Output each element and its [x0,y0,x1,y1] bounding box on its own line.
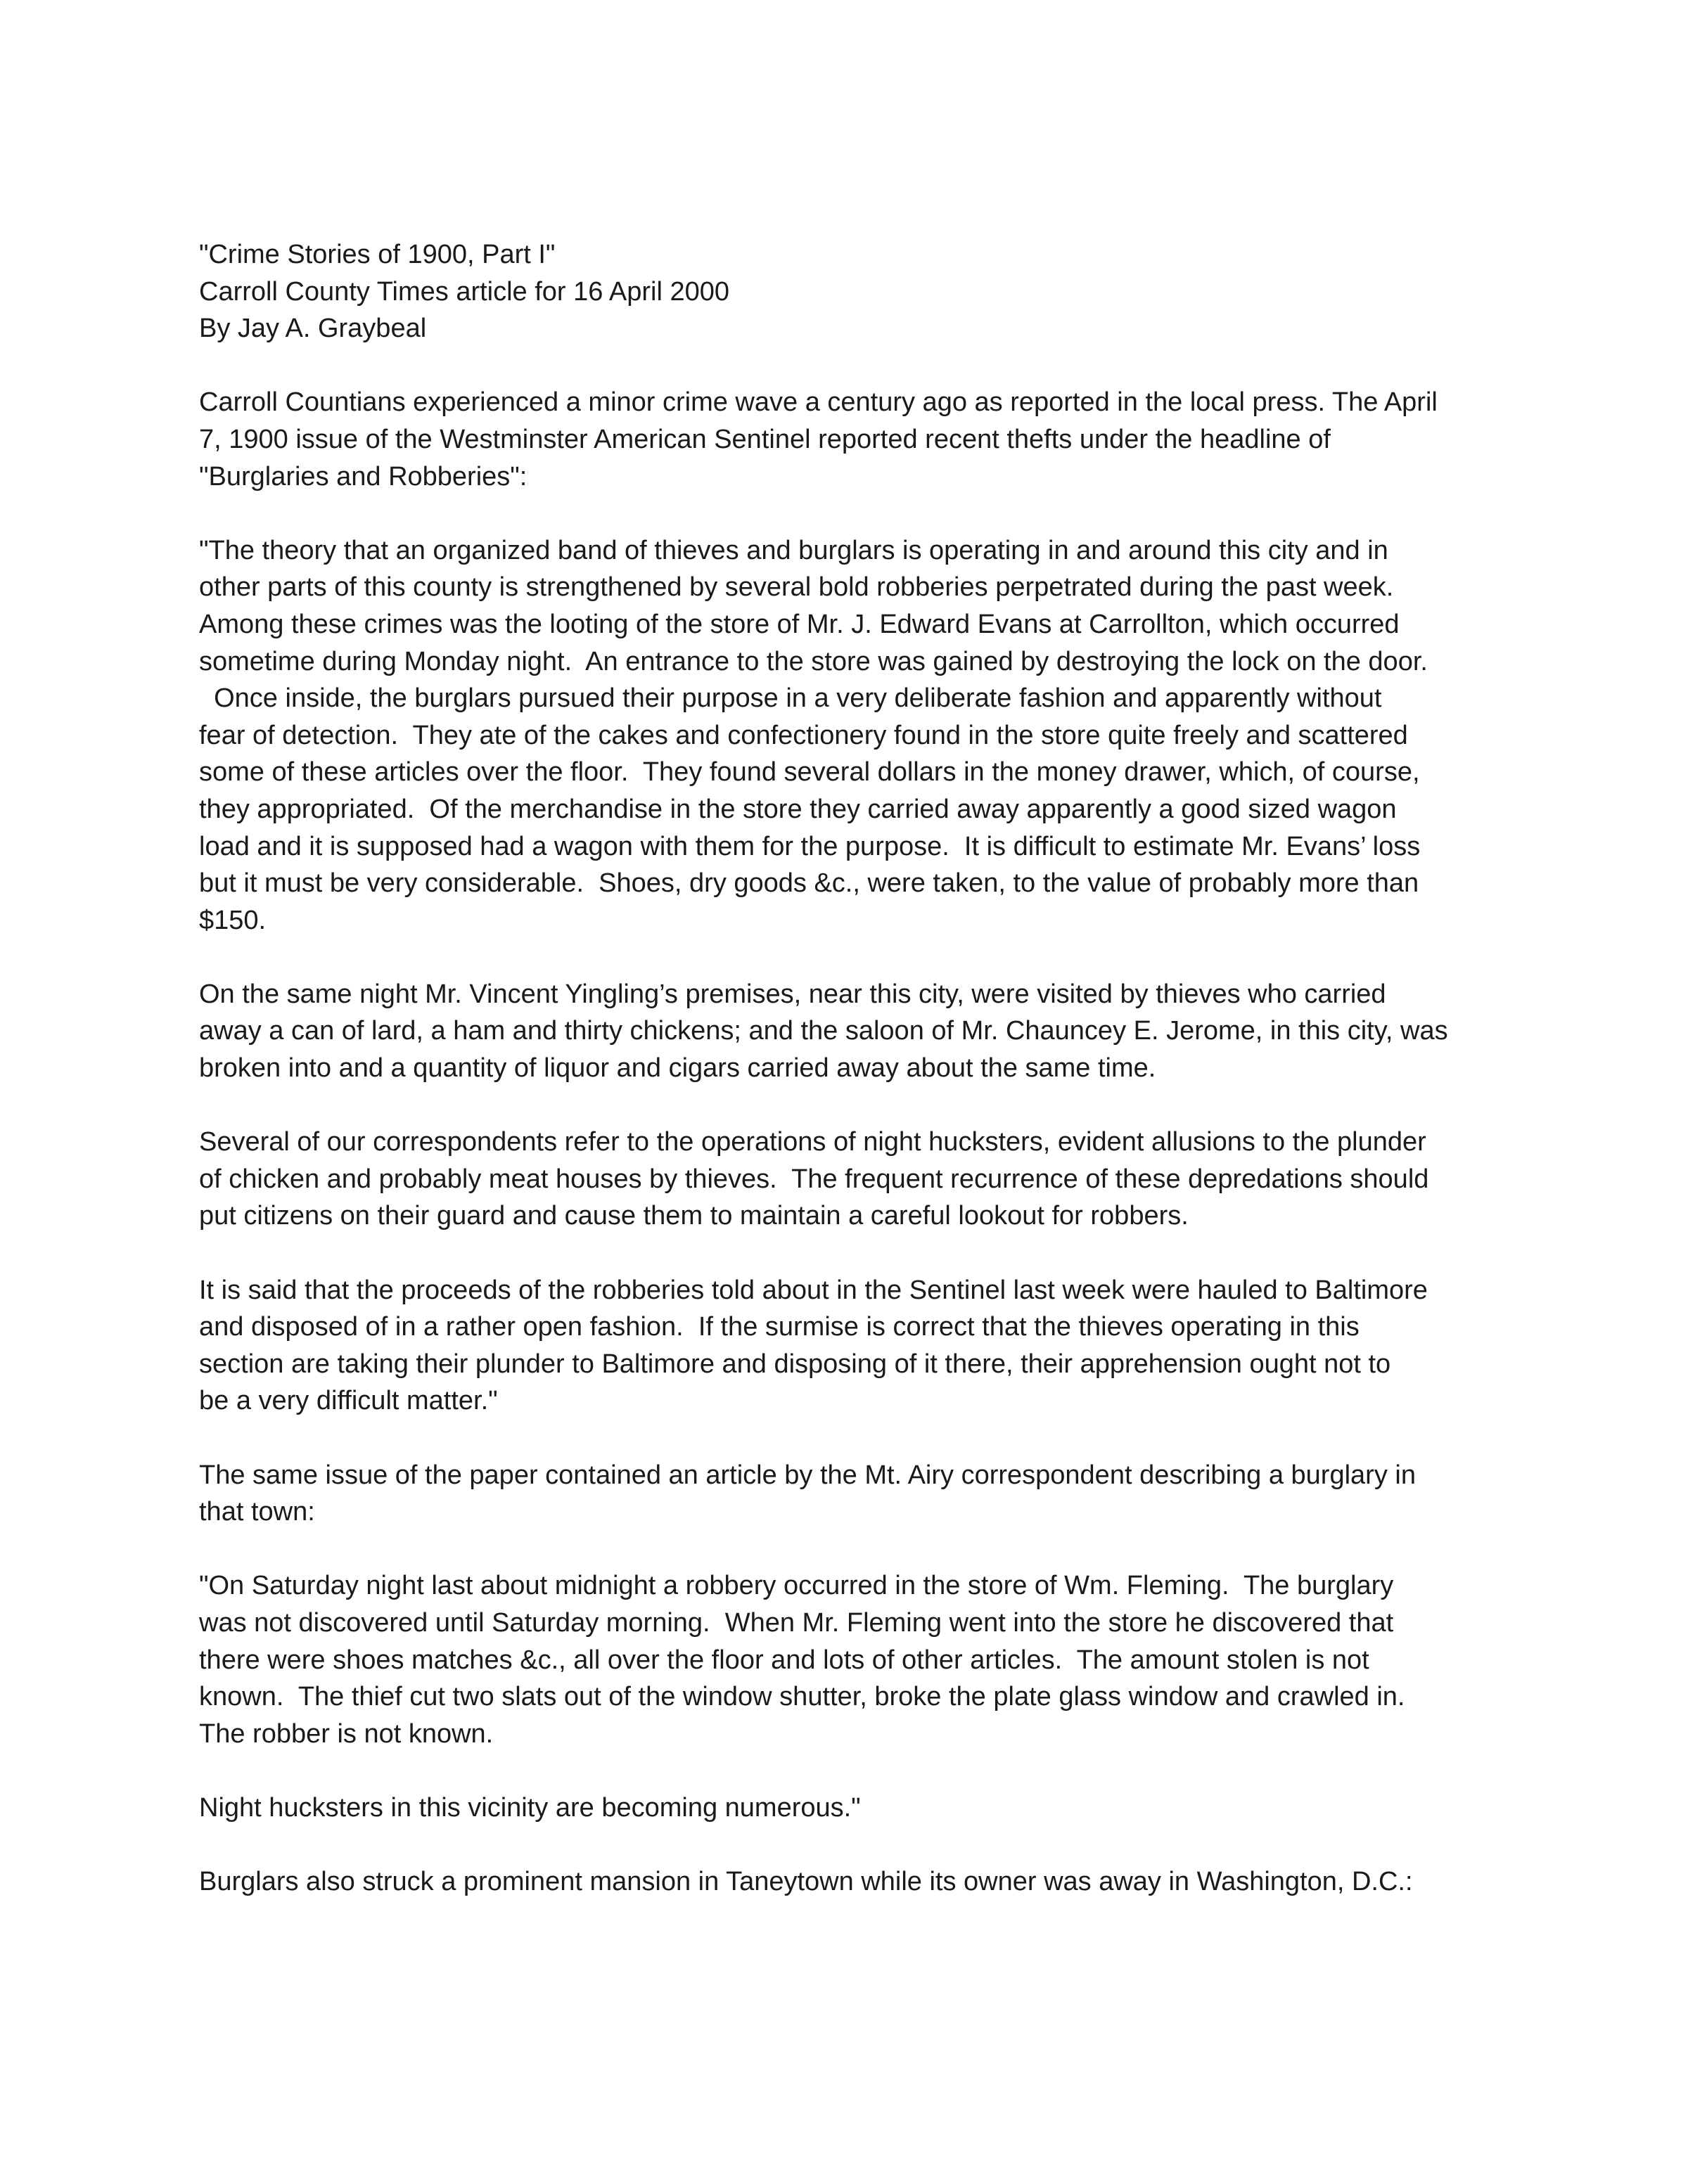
paragraph [199,1567,1507,1752]
paragraph-spacer [199,347,1507,385]
text-line: It is said that the proceeds of the robberies told about in the Sentinel last week were hauled to Baltimore [199,1275,1428,1305]
text-line: they appropriated. Of the merchandise in the store they carried away apparently a good sized wagon [199,794,1397,824]
paragraph-spacer [199,1531,1507,1568]
text-line: Once inside, the burglars pursued their purpose in a very deliberate fashion and apparently without [199,683,1382,714]
text-line: Carroll Countians experienced a minor crime wave a century ago as reported in the local press. The April [199,387,1438,418]
text-line: other parts of this county is strengthened by several bold robberies perpetrated during the past week. [199,572,1394,603]
paragraph [199,384,1507,495]
paragraph [199,532,1507,939]
paragraph [199,1272,1507,1420]
text-line: some of these articles over the floor. They found several dollars in the money drawer, which, of course, [199,757,1420,788]
text-line: away a can of lard, a ham and thirty chickens; and the saloon of Mr. Chauncey E. Jerome, in this city, was [199,1016,1448,1046]
text-line: broken into and a quantity of liquor and cigars carried away about the same time. [199,1053,1156,1084]
text-line: The same issue of the paper contained an article by the Mt. Airy correspondent describing a burglary in [199,1460,1416,1490]
text-line: there were shoes matches &c., all over the floor and lots of other articles. The amount stolen is not [199,1645,1369,1675]
text-line: sometime during Monday night. An entrance to the store was gained by destroying the lock on the door. [199,646,1428,676]
paragraph [199,1790,1507,1827]
text-line: 7, 1900 issue of the Westminster American Sentinel reported recent thefts under the headline of [199,424,1331,454]
text-line: and disposed of in a rather open fashion. If the surmise is correct that the thieves operating in this [199,1312,1360,1342]
article-paragraphs [199,347,1507,1901]
text-line: "The theory that an organized band of thieves and burglars is operating in and around this city and in [199,535,1388,565]
text-line: fear of detection. They ate of the cakes and confectionery found in the store quite freely and scattered [199,720,1408,750]
text-line: was not discovered until Saturday morning. When Mr. Fleming went into the store he discovered that [199,1607,1394,1638]
text-line: be a very difficult matter." [199,1386,498,1416]
text-line: load and it is supposed had a wagon with them for the purpose. It is difficult to estimate Mr. Evans’ loss [199,831,1421,861]
publication-line: Carroll County Times article for 16 April 2000 [199,276,729,307]
text-line: Burglars also struck a prominent mansion in Taneytown while its owner was away in Washington, D.C.: [199,1867,1413,1897]
article-title: "Crime Stories of 1900, Part I" [199,240,556,269]
paragraph-spacer [199,1087,1507,1124]
paragraph-spacer [199,1420,1507,1457]
paragraph-spacer [199,1235,1507,1272]
paragraph-spacer [199,939,1507,976]
paragraph [199,1124,1507,1235]
text-line: that town: [199,1497,315,1527]
byline: By Jay A. Graybeal [199,314,427,344]
text-line: $150. [199,905,267,935]
text-line: of chicken and probably meat houses by thieves. The frequent recurrence of these depredations should [199,1164,1429,1194]
text-line: Night hucksters in this vicinity are becoming numerous." [199,1792,861,1823]
paragraph-spacer [199,1752,1507,1790]
text-line: On the same night Mr. Vincent Yingling’s premises, near this city, were visited by thieves who carried [199,979,1386,1009]
article-header [199,236,1507,347]
text-line: put citizens on their guard and cause them to maintain a careful lookout for robbers. [199,1201,1189,1231]
text-line: "Burglaries and Robberies": [199,461,528,492]
article-body [199,236,1507,1901]
text-line: Several of our correspondents refer to the operations of night hucksters, evident allusions to the plunder [199,1127,1426,1157]
text-line: section are taking their plunder to Baltimore and disposing of it there, their apprehension ought not to [199,1349,1391,1379]
text-line: "On Saturday night last about midnight a robbery occurred in the store of Wm. Fleming. The burglary [199,1571,1394,1601]
paragraph-spacer [199,1827,1507,1864]
paragraph [199,1863,1507,1901]
text-line: Among these crimes was the looting of the store of Mr. J. Edward Evans at Carrollton, which occurred [199,609,1400,639]
paragraph-spacer [199,495,1507,532]
text-line: known. The thief cut two slats out of the window shutter, broke the plate glass window and crawled in. [199,1682,1405,1712]
text-line: but it must be very considerable. Shoes, dry goods &c., were taken, to the value of probably more than [199,868,1419,899]
paragraph [199,976,1507,1087]
text-line: The robber is not known. [199,1719,494,1749]
paragraph [199,1457,1507,1531]
